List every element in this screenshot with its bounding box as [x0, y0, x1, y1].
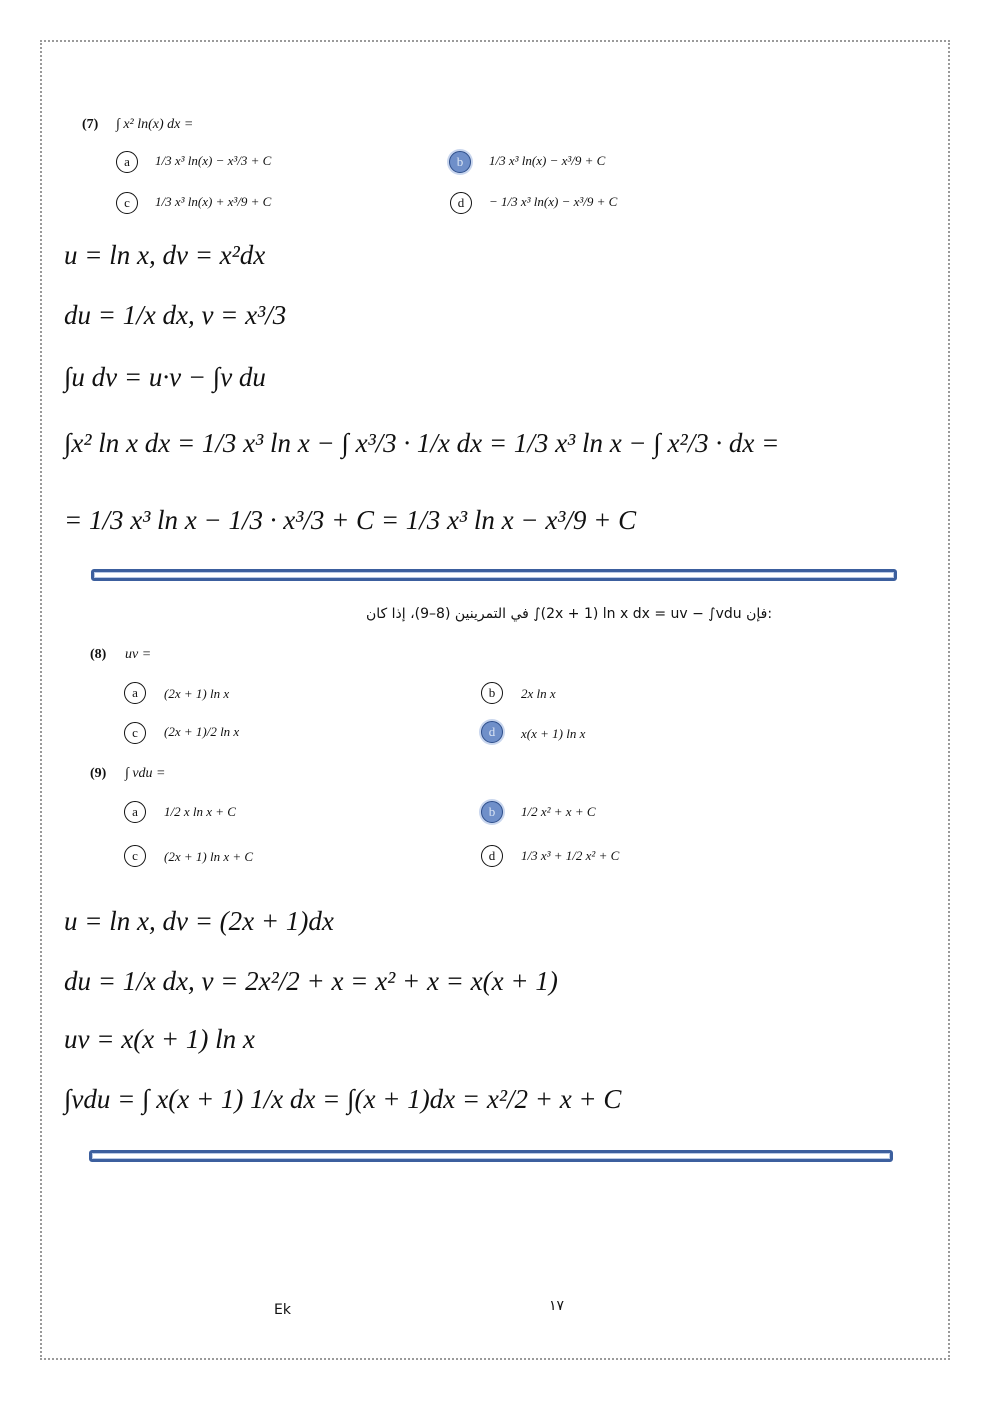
- q9-option-a-badge[interactable]: a: [124, 801, 146, 823]
- q8-option-a-text[interactable]: (2x + 1) ln x: [164, 686, 230, 701]
- footer-left-text: Ek: [274, 1302, 291, 1318]
- solution89-line-1: u = ln x, dv = (2x + 1)dx: [64, 906, 334, 936]
- q7-option-d-text[interactable]: − 1/3 x³ ln(x) − x³/9 + C: [489, 194, 618, 209]
- q8-option-c-text[interactable]: (2x + 1)/2 ln x: [164, 724, 240, 739]
- q8-option-b-badge[interactable]: b: [481, 682, 503, 704]
- solution89-line-2: du = 1/x dx, v = 2x²/2 + x = x² + x = x(x + 1): [64, 966, 558, 996]
- q7-option-b-text[interactable]: 1/3 x³ ln(x) − x³/9 + C: [489, 153, 606, 168]
- page-number: ١٧: [549, 1298, 565, 1314]
- q7-option-d-badge[interactable]: d: [450, 192, 472, 214]
- exercise-8-9-intro: في التمرينين (8–9)، إذا كان ∫(2x + 1) ln x dx = uv − ∫vdu فإن:: [366, 606, 773, 622]
- section-divider-1: [91, 569, 897, 581]
- q8-option-d-badge[interactable]: d: [481, 721, 503, 743]
- solution7-line-5: = 1/3 x³ ln x − 1/3 · x³/3 + C = 1/3 x³ ln x − x³/9 + C: [64, 505, 637, 535]
- question-9-number: (9): [90, 766, 107, 781]
- section-divider-2: [89, 1150, 893, 1162]
- question-9-prompt: ∫ vdu =: [125, 766, 166, 781]
- q7-option-a-text[interactable]: 1/3 x³ ln(x) − x³/3 + C: [155, 153, 272, 168]
- q8-option-b-text[interactable]: 2x ln x: [521, 686, 556, 701]
- solution7-line-4: ∫x² ln x dx = 1/3 x³ ln x − ∫ x³/3 · 1/x dx = 1/3 x³ ln x − ∫ x²/3 · dx =: [64, 428, 780, 458]
- q8-option-c-badge[interactable]: c: [124, 722, 146, 744]
- q9-option-b-text[interactable]: 1/2 x² + x + C: [521, 804, 596, 819]
- q7-option-c-badge[interactable]: c: [116, 192, 138, 214]
- q9-option-c-text[interactable]: (2x + 1) ln x + C: [164, 849, 254, 864]
- q9-option-d-text[interactable]: 1/3 x³ + 1/2 x² + C: [521, 848, 620, 863]
- question-8-prompt: uv =: [125, 647, 152, 662]
- q9-option-d-badge[interactable]: d: [481, 845, 503, 867]
- solution89-line-4: ∫vdu = ∫ x(x + 1) 1/x dx = ∫(x + 1)dx = x²/2 + x + C: [64, 1084, 622, 1114]
- question-8-number: (8): [90, 647, 107, 662]
- q9-option-b-badge[interactable]: b: [481, 801, 503, 823]
- question-7-prompt: ∫ x² ln(x) dx =: [116, 117, 194, 132]
- q9-option-a-text[interactable]: 1/2 x ln x + C: [164, 804, 236, 819]
- solution7-line-3: ∫u dv = u·v − ∫v du: [64, 362, 266, 392]
- solution7-line-2: du = 1/x dx, v = x³/3: [64, 300, 287, 330]
- q8-option-d-text[interactable]: x(x + 1) ln x: [521, 726, 586, 741]
- q7-option-a-badge[interactable]: a: [116, 151, 138, 173]
- q8-option-a-badge[interactable]: a: [124, 682, 146, 704]
- q9-option-c-badge[interactable]: c: [124, 845, 146, 867]
- q7-option-c-text[interactable]: 1/3 x³ ln(x) + x³/9 + C: [155, 194, 272, 209]
- solution7-line-1: u = ln x, dv = x²dx: [64, 240, 266, 270]
- q7-option-b-badge[interactable]: b: [449, 151, 471, 173]
- question-7-number: (7): [82, 117, 99, 132]
- solution89-line-3: uv = x(x + 1) ln x: [64, 1024, 255, 1054]
